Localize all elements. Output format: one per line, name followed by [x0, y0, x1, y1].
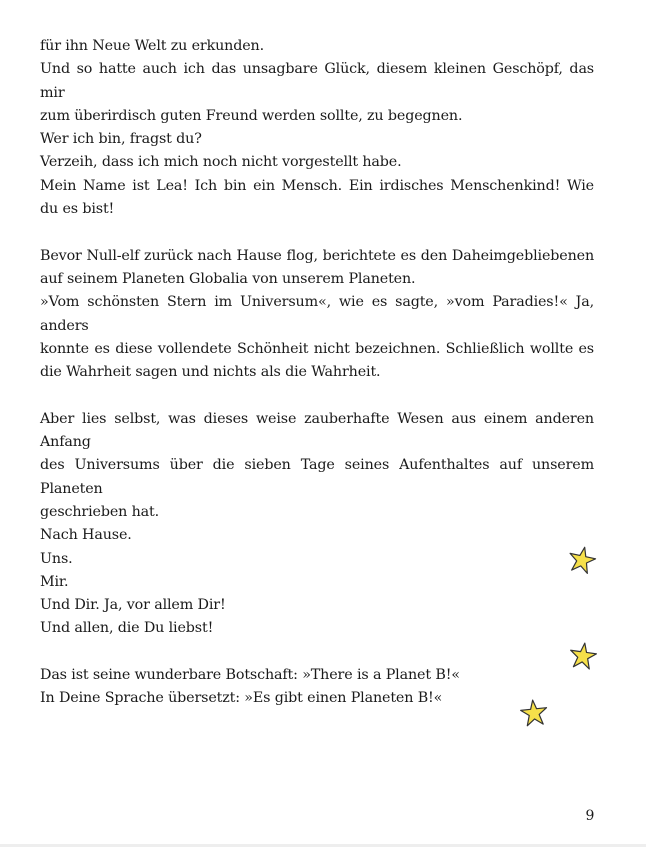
text-line: für ihn Neue Welt zu erkunden. — [40, 38, 264, 54]
text-line: »Vom schönsten Stern im Universum«, wie es sagte, »vom Paradies!« Ja, anders — [40, 294, 594, 334]
text-line: Mein Name ist Lea! Ich bin ein Mensch. Ein irdisches Menschenkind! Wie — [40, 177, 594, 194]
text-line: Das ist seine wunderbare Botschaft: »There is a Planet B!« — [40, 667, 460, 684]
text-line: Bevor Null-elf zurück nach Hause flog, berichtete es den Daheimgebliebenen — [40, 247, 594, 264]
text-line: Aber lies selbst, was dieses weise zauberhafte Wesen aus einem anderen Anfang — [40, 410, 594, 451]
paragraph-gap — [40, 384, 594, 407]
page-number: 9 — [585, 808, 595, 824]
text-line: du es bist! — [40, 201, 115, 218]
body-text — [40, 35, 594, 711]
text-line: Und Dir. Ja, vor allem Dir! — [40, 597, 226, 614]
text-line: zum überirdisch guten Freund werden sollte, zu begegnen. — [40, 107, 463, 124]
text-line: Und so hatte auch ich das unsagbare Glück, diesem kleinen Geschöpf, das mir — [40, 61, 594, 101]
text-line: Uns. — [40, 550, 73, 567]
text-line: die Wahrheit sagen und nichts als die Wahrheit. — [40, 364, 381, 381]
text-line: Verzeih, dass ich mich noch nicht vorgestellt habe. — [40, 154, 402, 171]
text-line: In Deine Sprache übersetzt: »Es gibt einen Planeten B!« — [40, 690, 443, 707]
text-line: auf seinem Planeten Globalia von unserem Planeten. — [40, 270, 416, 287]
text-line: Wer ich bin, fragst du? — [40, 131, 202, 148]
star-icon — [567, 545, 597, 575]
text-line: Mir. — [40, 573, 69, 590]
star-icon — [519, 698, 549, 728]
page-edge-divider — [0, 844, 646, 847]
paragraph-gap — [40, 221, 594, 244]
star-icon — [568, 641, 598, 671]
text-line: Und allen, die Du liebst! — [40, 620, 214, 637]
text-line: konnte es diese vollendete Schönheit nicht bezeichnen. Schließlich wollte es — [40, 340, 594, 357]
paragraph-gap — [40, 641, 594, 664]
text-line: Nach Hause. — [40, 527, 132, 544]
text-line: geschrieben hat. — [40, 503, 160, 520]
text-line: des Universums über die sieben Tage seines Aufenthaltes auf unserem Planeten — [40, 457, 594, 497]
